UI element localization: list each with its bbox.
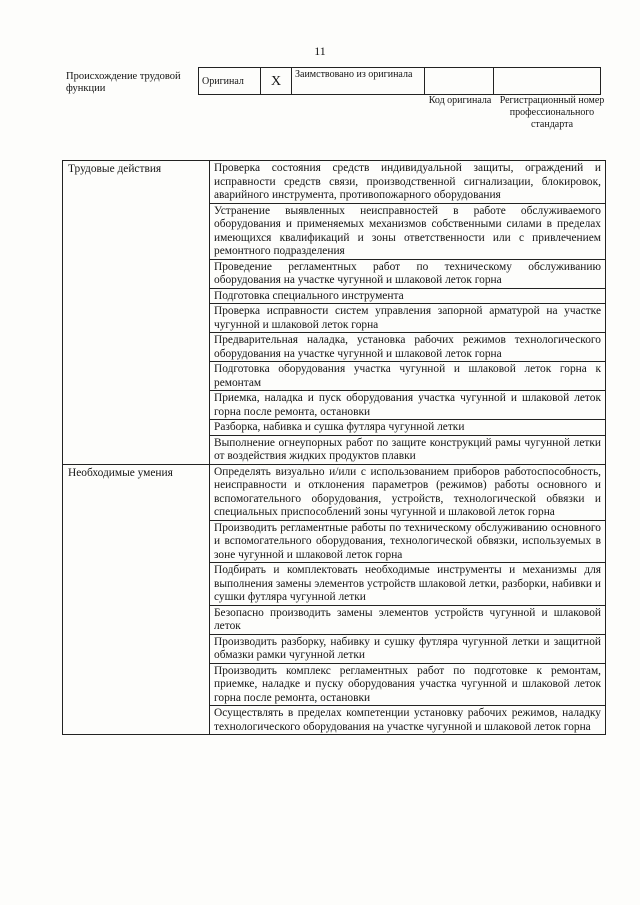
borrowed-label: Заимствовано из оригинала bbox=[292, 68, 425, 95]
original-label: Оригинал bbox=[199, 68, 261, 95]
section-item: Проверка исправности систем управления запорной арматурой на участке чугунной и шлаковой леток горна bbox=[210, 304, 606, 333]
origin-table bbox=[198, 67, 601, 95]
section-item: Разборка, набивка и сушка футляра чугунной летки bbox=[210, 420, 606, 436]
section-item: Производить комплекс регламентных работ по подготовке к ремонтам, приемке, наладке и пуску оборудования участка чугунной и шлаковой леток горна после ремонта, остановки bbox=[210, 663, 606, 706]
section-item: Предварительная наладка, установка рабочих режимов технологического оборудования на участке чугунной и шлаковой леток горна bbox=[210, 333, 606, 362]
section-item: Устранение выявленных неисправностей в работе обслуживаемого оборудования и применяемых механизмов собственными силами в пределах имеющихся квалификаций и зоны ответственности или с привлечением ремонтного подразделения bbox=[210, 203, 606, 259]
registration-label: Регистрационный номер профессионального стандарта bbox=[499, 95, 605, 130]
table-row bbox=[63, 161, 606, 204]
section-item: Выполнение огнеупорных работ по защите конструкций рамы чугунной летки от воздействия жидких продуктов плавки bbox=[210, 435, 606, 464]
section-item: Подготовка оборудования участка чугунной и шлаковой леток горна к ремонтам bbox=[210, 362, 606, 391]
section-item: Осуществлять в пределах компетенции установку рабочих режимов, наладку технологического оборудования на участке чугунной и шлаковой леток горна bbox=[210, 706, 606, 735]
section-item: Подбирать и комплектовать необходимые инструменты и механизмы для выполнения замены элементов устройств шлаковой летки, разборки, набивки и сушки футляра чугунной летки bbox=[210, 563, 606, 606]
functions-table-body bbox=[63, 161, 606, 735]
registration-number-cell bbox=[494, 68, 601, 95]
section-item: Проведение регламентных работ по техническому обслуживанию оборудования на участке чугунной и шлаковой леток горна bbox=[210, 259, 606, 288]
table-row bbox=[63, 464, 606, 520]
section-item: Приемка, наладка и пуск оборудования участка чугунной и шлаковой леток горна после ремонта, остановки bbox=[210, 391, 606, 420]
section-item: Проверка состояния средств индивидуальной защиты, ограждений и исправности средств связи, производственной сигнализации, блокировок, аварийного инструмента, противопожарного оборудования bbox=[210, 161, 606, 204]
section-item: Производить разборку, набивку и сушку футляра чугунной летки и защитной обмазки рамки чугунной летки bbox=[210, 634, 606, 663]
original-code-cell bbox=[425, 68, 494, 95]
section-item: Безопасно производить замены элементов устройств чугунной и шлаковой леток bbox=[210, 605, 606, 634]
section-item: Подготовка специального инструмента bbox=[210, 288, 606, 304]
origin-label: Происхождение трудовой функции bbox=[66, 71, 181, 94]
section-item: Определять визуально и/или с использованием приборов работоспособность, неисправности и отклонения параметров (режимов) работы основного и вспомогательного оборудования, устройств, технологической обвязки и специальных приспособлений зоны чугунной и шлаковой леток горна bbox=[210, 464, 606, 520]
page-number: 11 bbox=[314, 44, 326, 58]
functions-table bbox=[62, 160, 606, 735]
section-title: Необходимые умения bbox=[63, 464, 210, 735]
code-label: Код оригинала bbox=[428, 95, 492, 106]
section-title: Трудовые действия bbox=[63, 161, 210, 465]
section-item: Производить регламентные работы по техническому обслуживанию основного и вспомогательного оборудования, технологической обвязки, используемых в зоне чугунной и шлаковой леток горна bbox=[210, 520, 606, 563]
original-mark: X bbox=[261, 68, 292, 95]
